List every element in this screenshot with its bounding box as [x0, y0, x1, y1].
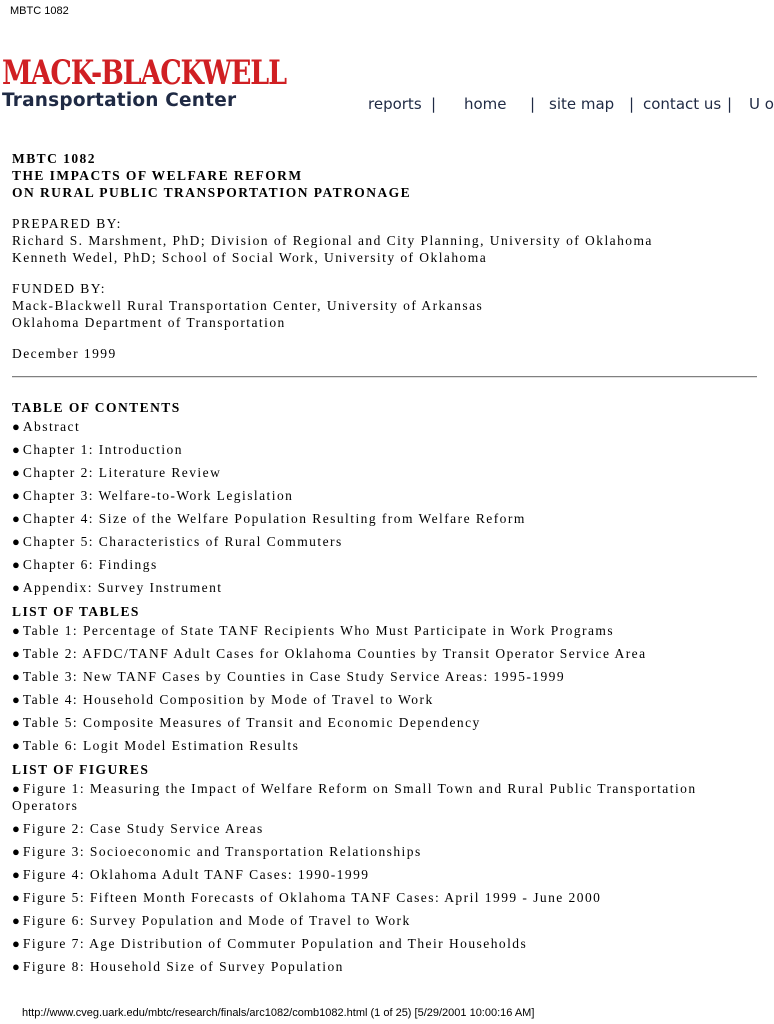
figure-link[interactable]: Figure 7: Age Distribution of Commuter Population and Their Households: [22, 936, 528, 951]
report-title: [12, 150, 762, 201]
bullet-icon: ●: [12, 913, 20, 928]
figures-heading: LIST OF FIGURES: [12, 762, 150, 777]
figure-link[interactable]: Figure 8: Household Size of Survey Population: [22, 959, 344, 974]
figure-item[interactable]: [12, 820, 767, 843]
bullet-icon: ●: [12, 646, 20, 661]
toc-link[interactable]: Appendix: Survey Instrument: [22, 580, 223, 595]
toc-link[interactable]: Abstract: [22, 419, 81, 434]
figure-item[interactable]: [12, 780, 767, 814]
bullet-icon: ●: [12, 781, 20, 796]
toc-link[interactable]: Chapter 4: Size of the Welfare Population Resulting from Welfare Reform: [22, 511, 526, 526]
author: Kenneth Wedel, PhD; School of Social Work, University of Oklahoma: [12, 250, 488, 265]
prepared-by-label: PREPARED BY:: [12, 216, 122, 231]
table-link[interactable]: Table 3: New TANF Cases by Counties in Case Study Service Areas: 1995-1999: [22, 669, 566, 684]
figure-link[interactable]: Figure 2: Case Study Service Areas: [22, 821, 264, 836]
table-link[interactable]: Table 1: Percentage of State TANF Recipients Who Must Participate in Work Programs: [22, 623, 615, 638]
report-title-line-1: THE IMPACTS OF WELFARE REFORM: [12, 168, 303, 183]
nav-separator: |: [431, 95, 437, 113]
contents-lists: [12, 398, 767, 981]
report-title-line-2: ON RURAL PUBLIC TRANSPORTATION PATRONAGE: [12, 185, 412, 200]
figure-item[interactable]: [12, 958, 767, 981]
bullet-icon: ●: [12, 738, 20, 753]
toc-item[interactable]: [12, 441, 767, 464]
figure-item[interactable]: [12, 889, 767, 912]
bullet-icon: ●: [12, 557, 20, 572]
table-link[interactable]: Table 6: Logit Model Estimation Results: [22, 738, 300, 753]
funding-source: Mack-Blackwell Rural Transportation Center, University of Arkansas: [12, 298, 484, 313]
figure-link[interactable]: Figure 6: Survey Population and Mode of Travel to Work: [22, 913, 411, 928]
funded-by: [12, 280, 762, 331]
table-item[interactable]: [12, 737, 767, 760]
toc-link[interactable]: Chapter 5: Characteristics of Rural Commuters: [22, 534, 343, 549]
toc-link[interactable]: Chapter 2: Literature Review: [22, 465, 222, 480]
table-link[interactable]: Table 2: AFDC/TANF Adult Cases for Oklahoma Counties by Transit Operator Service Area: [22, 646, 647, 661]
table-item[interactable]: [12, 668, 767, 691]
bullet-icon: ●: [12, 844, 20, 859]
bullet-icon: ●: [12, 821, 20, 836]
nav-separator: |: [629, 95, 635, 113]
bullet-icon: ●: [12, 959, 20, 974]
nav-separator: |: [727, 95, 733, 113]
figure-link[interactable]: Figure 5: Fifteen Month Forecasts of Oklahoma TANF Cases: April 1999 - June 2000: [22, 890, 602, 905]
figure-item[interactable]: [12, 843, 767, 866]
bullet-icon: ●: [12, 936, 20, 951]
print-header: MBTC 1082: [10, 5, 69, 17]
toc-item[interactable]: [12, 556, 767, 579]
table-item[interactable]: [12, 691, 767, 714]
bullet-icon: ●: [12, 669, 20, 684]
table-item[interactable]: [12, 714, 767, 737]
table-link[interactable]: Table 4: Household Composition by Mode of Travel to Work: [22, 692, 434, 707]
figure-item[interactable]: [12, 912, 767, 935]
print-footer-url: http://www.cveg.uark.edu/mbtc/research/finals/arc1082/comb1082.html (1 of 25) [5/29/2001 10:00:16 AM]: [22, 1007, 535, 1019]
nav-reports-link[interactable]: reports: [368, 95, 422, 113]
figure-link[interactable]: Figure 3: Socioeconomic and Transportation Relationships: [22, 844, 422, 859]
figure-item[interactable]: [12, 866, 767, 889]
toc-item[interactable]: [12, 579, 767, 602]
bullet-icon: ●: [12, 890, 20, 905]
table-item[interactable]: [12, 622, 767, 645]
bullet-icon: ●: [12, 511, 20, 526]
bullet-icon: ●: [12, 534, 20, 549]
figure-link[interactable]: Figure 4: Oklahoma Adult TANF Cases: 1990-1999: [22, 867, 370, 882]
nav-site-map-link[interactable]: site map: [549, 95, 615, 113]
toc-heading: TABLE OF CONTENTS: [12, 400, 181, 415]
bullet-icon: ●: [12, 488, 20, 503]
bullet-icon: ●: [12, 867, 20, 882]
logo-title: MACK-BLACKWELL: [2, 54, 286, 93]
toc-link[interactable]: Chapter 6: Findings: [22, 557, 158, 572]
bullet-icon: ●: [12, 623, 20, 638]
bullet-icon: ●: [12, 419, 20, 434]
report-info: [12, 150, 762, 362]
funded-by-label: FUNDED BY:: [12, 281, 106, 296]
report-date: December 1999: [12, 346, 117, 361]
bullet-icon: ●: [12, 465, 20, 480]
toc-item[interactable]: [12, 533, 767, 556]
nav-home-link[interactable]: home: [464, 95, 507, 113]
toc-item[interactable]: [12, 418, 767, 441]
top-nav: [0, 95, 774, 117]
logo-subtitle: Transportation Center: [2, 90, 237, 111]
tables-heading: LIST OF TABLES: [12, 604, 140, 619]
toc-item[interactable]: [12, 487, 767, 510]
table-item[interactable]: [12, 645, 767, 668]
horizontal-rule: [12, 376, 757, 378]
bullet-icon: ●: [12, 692, 20, 707]
funding-source: Oklahoma Department of Transportation: [12, 315, 286, 330]
bullet-icon: ●: [12, 715, 20, 730]
toc-item[interactable]: [12, 464, 767, 487]
author: Richard S. Marshment, PhD; Division of Regional and City Planning, University of Oklahoma: [12, 233, 653, 248]
nav-contact-us-link[interactable]: contact us: [643, 95, 722, 113]
figure-link[interactable]: Figure 1: Measuring the Impact of Welfare Reform on Small Town and Rural Public Transportation Operators: [12, 781, 697, 813]
figure-item[interactable]: [12, 935, 767, 958]
prepared-by: [12, 215, 762, 266]
report-number: MBTC 1082: [12, 151, 96, 166]
nav-uo-link[interactable]: U o: [749, 95, 774, 113]
toc-link[interactable]: Chapter 3: Welfare-to-Work Legislation: [22, 488, 294, 503]
bullet-icon: ●: [12, 580, 20, 595]
toc-item[interactable]: [12, 510, 767, 533]
table-link[interactable]: Table 5: Composite Measures of Transit and Economic Dependency: [22, 715, 481, 730]
nav-separator: |: [530, 95, 536, 113]
bullet-icon: ●: [12, 442, 20, 457]
toc-link[interactable]: Chapter 1: Introduction: [22, 442, 183, 457]
